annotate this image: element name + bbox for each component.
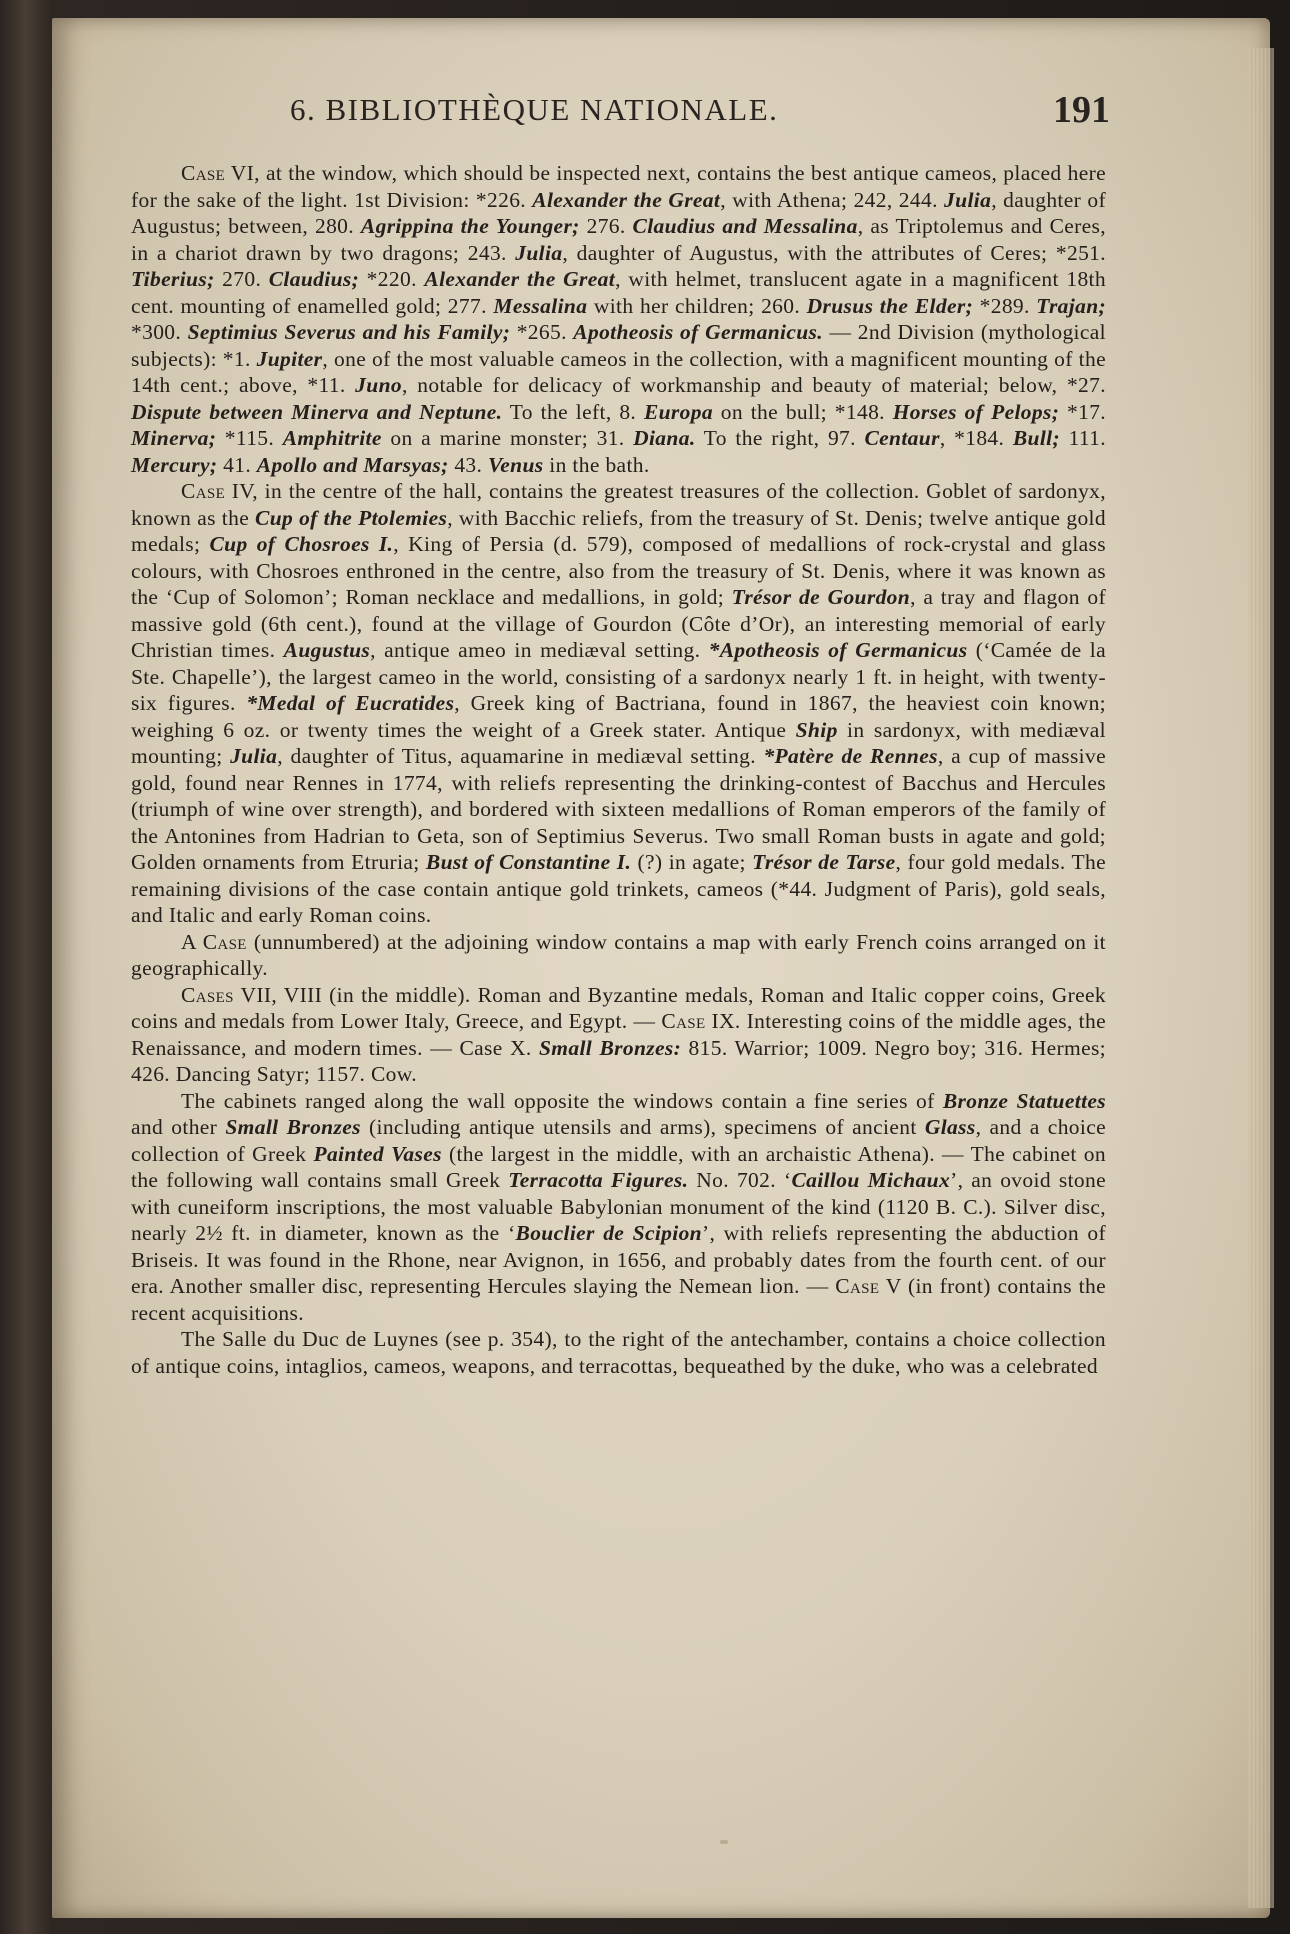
italic-term: Europa [643,399,713,424]
text-run: (including antique utensils and arms), specimens of ancient [360,1115,925,1139]
text-run: on the bull; *148. [712,399,893,424]
text-run: VII, VIII (in the middle). Roman and Byzantine medals, Roman and Italic copper coins, Greek coins and medals from Lower Italy, Greece, and Egypt. — [131,982,1106,1033]
italic-term: Dispute between Minerva and Neptune. [131,399,503,424]
small-caps-term: Case [661,1009,706,1033]
text-run: , four gold medals. The remaining divisions of the case contain antique gold trinkets, cameos (*44. Judgment of Paris), gold seals, and Italic and early Roman coins. [131,850,1106,927]
text-run: in the bath. [543,452,650,477]
text-run: IX. Interesting coins of the middle ages, the Renaissance, and modern times. — Case X. [131,1009,1106,1060]
italic-term: Small Bronzes [225,1115,361,1139]
text-run: , daughter of Titus, aquamarine in mediæval setting. [277,744,764,768]
italic-term: Caillou Michaux [791,1168,951,1192]
text-run: 111. [1059,426,1106,450]
body-text [131,160,1106,1379]
text-run: The cabinets ranged along the wall opposite the windows contain a fine series of [181,1088,943,1113]
text-run: *17. [1059,399,1107,424]
small-caps-term: Case [181,479,226,503]
italic-term: Juno [355,373,402,397]
text-run: (unnumbered) at the adjoining window contains a map with early French coins arranged on it geographically. [131,929,1106,980]
text-run: and other [131,1115,226,1139]
italic-term: Tiberius; [131,267,215,291]
italic-term: Bull; [1012,426,1060,450]
italic-term: Claudius; [268,267,360,291]
italic-term: Venus [487,452,544,477]
text-run: ’, an ovoid stone with cuneiform inscriptions, the most valuable Babylonian monument of the kind (1120 B. C.). Silver disc, nearly 2½ ft. in diameter, known as the ‘ [131,1168,1107,1245]
italic-term: Ship [795,717,838,742]
italic-term: Trajan; [1036,293,1107,318]
italic-term: Horses of Pelops; [892,399,1060,424]
text-run: on a marine monster; 31. [381,426,634,450]
text-run: *115. [216,426,283,450]
paper-smudge [720,1840,728,1844]
italic-term: Augustus [283,638,371,662]
text-run: ’, with reliefs representing the abduction of Briseis. It was found in the Rhone, near Avignon, in 1656, and probably dates from the fourth cent. of our era. Another smaller disc, representing Hercules slaying the Nemean lion. — [131,1221,1107,1298]
italic-term: Terracotta Figures. [508,1168,689,1192]
italic-term: Drusus the Elder; [806,293,974,318]
text-run: , notable for delicacy of workmanship and beauty of material; below, *27. [402,373,1106,397]
page-number: 191 [1053,89,1110,131]
text-run: , as Triptolemus and Ceres, in a chariot drawn by two dragons; 243. [131,214,1106,265]
italic-term: *Apotheosis of Germanicus [708,638,968,662]
paragraph [131,929,1106,982]
text-run: , with Athena; 242, 244. [720,187,945,212]
italic-term: Julia [515,240,563,265]
text-run: (?) in agate; [631,850,753,874]
text-run: , antique ameo in mediæval setting. [370,638,709,662]
small-caps-term: Case [181,161,226,185]
small-caps-term: Cases [181,982,234,1007]
paragraph [131,478,1106,929]
italic-term: Mercury; [131,452,218,477]
text-run: *300. [131,320,188,344]
italic-term: Alexander the Great [532,187,721,212]
text-run: , with Bacchic reliefs, from the treasury of St. Denis; twelve antique gold medals; [131,505,1106,556]
italic-term: Apotheosis of Germanicus. [573,320,823,344]
small-caps-term: Case [202,929,247,954]
italic-term: Diana. [633,426,696,450]
italic-term: Cup of the Ptolemies [255,505,448,530]
page-header [290,88,1110,138]
italic-term: *Medal of Eucratides [246,691,455,715]
text-run: To the right, 97. [695,426,865,450]
paragraph [131,160,1106,478]
text-run: 41. [217,452,257,477]
running-title: 6. BIBLIOTHÈQUE NATIONALE. [290,92,779,127]
small-caps-term: Case [835,1274,880,1298]
text-run: , with helmet, translucent agate in a magnificent 18th cent. mounting of enamelled gold; 277. [131,267,1106,318]
italic-term: Minerva; [131,426,217,450]
text-run: *289. [973,293,1037,318]
italic-term: Bust of Constantine I. [425,850,632,874]
italic-term: *Patère de Rennes [763,744,938,768]
text-run: , daughter of Augustus; between, 280. [131,187,1106,238]
text-run: The Salle du Duc de Luynes (see p. 354), to the right of the antechamber, contains a choice collection of antique coins, intaglios, cameos, weapons, and terracottas, bequeathed by the duke, who was a celebrated [131,1327,1106,1378]
text-run: , daughter of Augustus, with the attributes of Ceres; *251. [562,240,1107,265]
italic-term: Glass [924,1115,976,1139]
italic-term: Amphitrite [282,426,382,450]
text-run: *265. [510,320,574,344]
text-run: 815. Warrior; 1009. Negro boy; 316. Hermes; 426. Dancing Satyr; 1157. Cow. [131,1035,1107,1086]
paragraph [131,982,1106,1088]
text-run: , *184. [939,426,1013,450]
text-run: with her children; 260. [587,293,807,318]
italic-term: Small Bronzes: [539,1035,682,1060]
italic-term: Trésor de Tarse [752,850,896,874]
text-run: in sardonyx, with mediæval mounting; [131,717,1106,768]
italic-term: Trésor de Gourdon [731,585,911,609]
italic-term: Painted Vases [313,1141,442,1166]
text-run: (‘Camée de la Ste. Chapelle’), the largest cameo in the world, consisting of a sardonyx nearly 1 ft. in height, with twenty-six figures. [131,638,1106,715]
text-run: , Greek king of Bactriana, found in 1867, the heaviest coin known; weighing 6 oz. or twenty times the weight of a Greek stater. Antique [131,691,1106,742]
text-run: 43. [448,452,488,477]
text-run: 276. [579,214,633,238]
italic-term: Bouclier de Scipion [515,1221,702,1245]
paragraph [131,1326,1106,1379]
italic-term: Apollo and Marsyas; [256,452,449,477]
italic-term: Alexander the Great [424,267,616,291]
text-run: , a tray and flagon of massive gold (6th cent.), found at the village of Gourdon (Côte d’Or), an interesting memorial of early Christian times. [131,585,1107,662]
text-run: , a cup of massive gold, found near Rennes in 1774, with reliefs representing the drinking-contest of Bacchus and Hercules (triumph of wine over strength), and bordered with sixteen medallions of Roman emperors of the family of the Antonines from Hadrian to Geta, son of Septimius Severus. Two small Roman busts in agate and gold; Golden ornaments from Etruria; [131,744,1106,874]
text-run: IV, in the centre of the hall, contains the greatest treasures of the collection. Goblet of sardonyx, known as the [131,479,1106,530]
text-run: A [181,929,203,954]
text-run: VI, at the window, which should be inspected next, contains the best antique cameos, placed here for the sake of the light. 1st Division: *226. [131,161,1106,212]
italic-term: Centaur [864,426,940,450]
text-run: , and a choice collection of Greek [131,1115,1107,1166]
italic-term: Septimius Severus and his Family; [187,320,511,344]
text-run: *220. [359,267,425,291]
paragraph [131,1088,1106,1327]
text-run: — 2nd Division (mythological subjects): *1. [131,320,1106,371]
text-run: , one of the most valuable cameos in the collection, with a magnificent mounting of the 14th cent.; above, *11. [131,346,1106,397]
text-run: No. 702. ‘ [688,1168,792,1192]
italic-term: Jupiter [256,346,323,371]
italic-term: Cup of Chosroes I. [209,532,394,556]
text-run: 270. [214,267,269,291]
italic-term: Julia [230,744,278,768]
italic-term: Julia [944,187,992,212]
italic-term: Agrippina the Younger; [360,214,580,238]
text-run: To the left, 8. [502,399,644,424]
page-edge [1248,48,1274,1908]
text-run: (the largest in the middle, with an archaistic Athena). — The cabinet on the following wall contains small Greek [131,1141,1107,1192]
italic-term: Claudius and Messalina [632,214,858,238]
text-run: , King of Persia (d. 579), composed of medallions of rock-crystal and glass colours, with Chosroes enthroned in the centre, also from the treasury of St. Denis, where it was known as the ‘Cup of Solomon’; Roman necklace and medallions, in gold; [131,532,1106,609]
text-run: V (in front) contains the recent acquisitions. [131,1274,1106,1325]
italic-term: Messalina [493,293,588,318]
italic-term: Bronze Statuettes [942,1088,1106,1113]
